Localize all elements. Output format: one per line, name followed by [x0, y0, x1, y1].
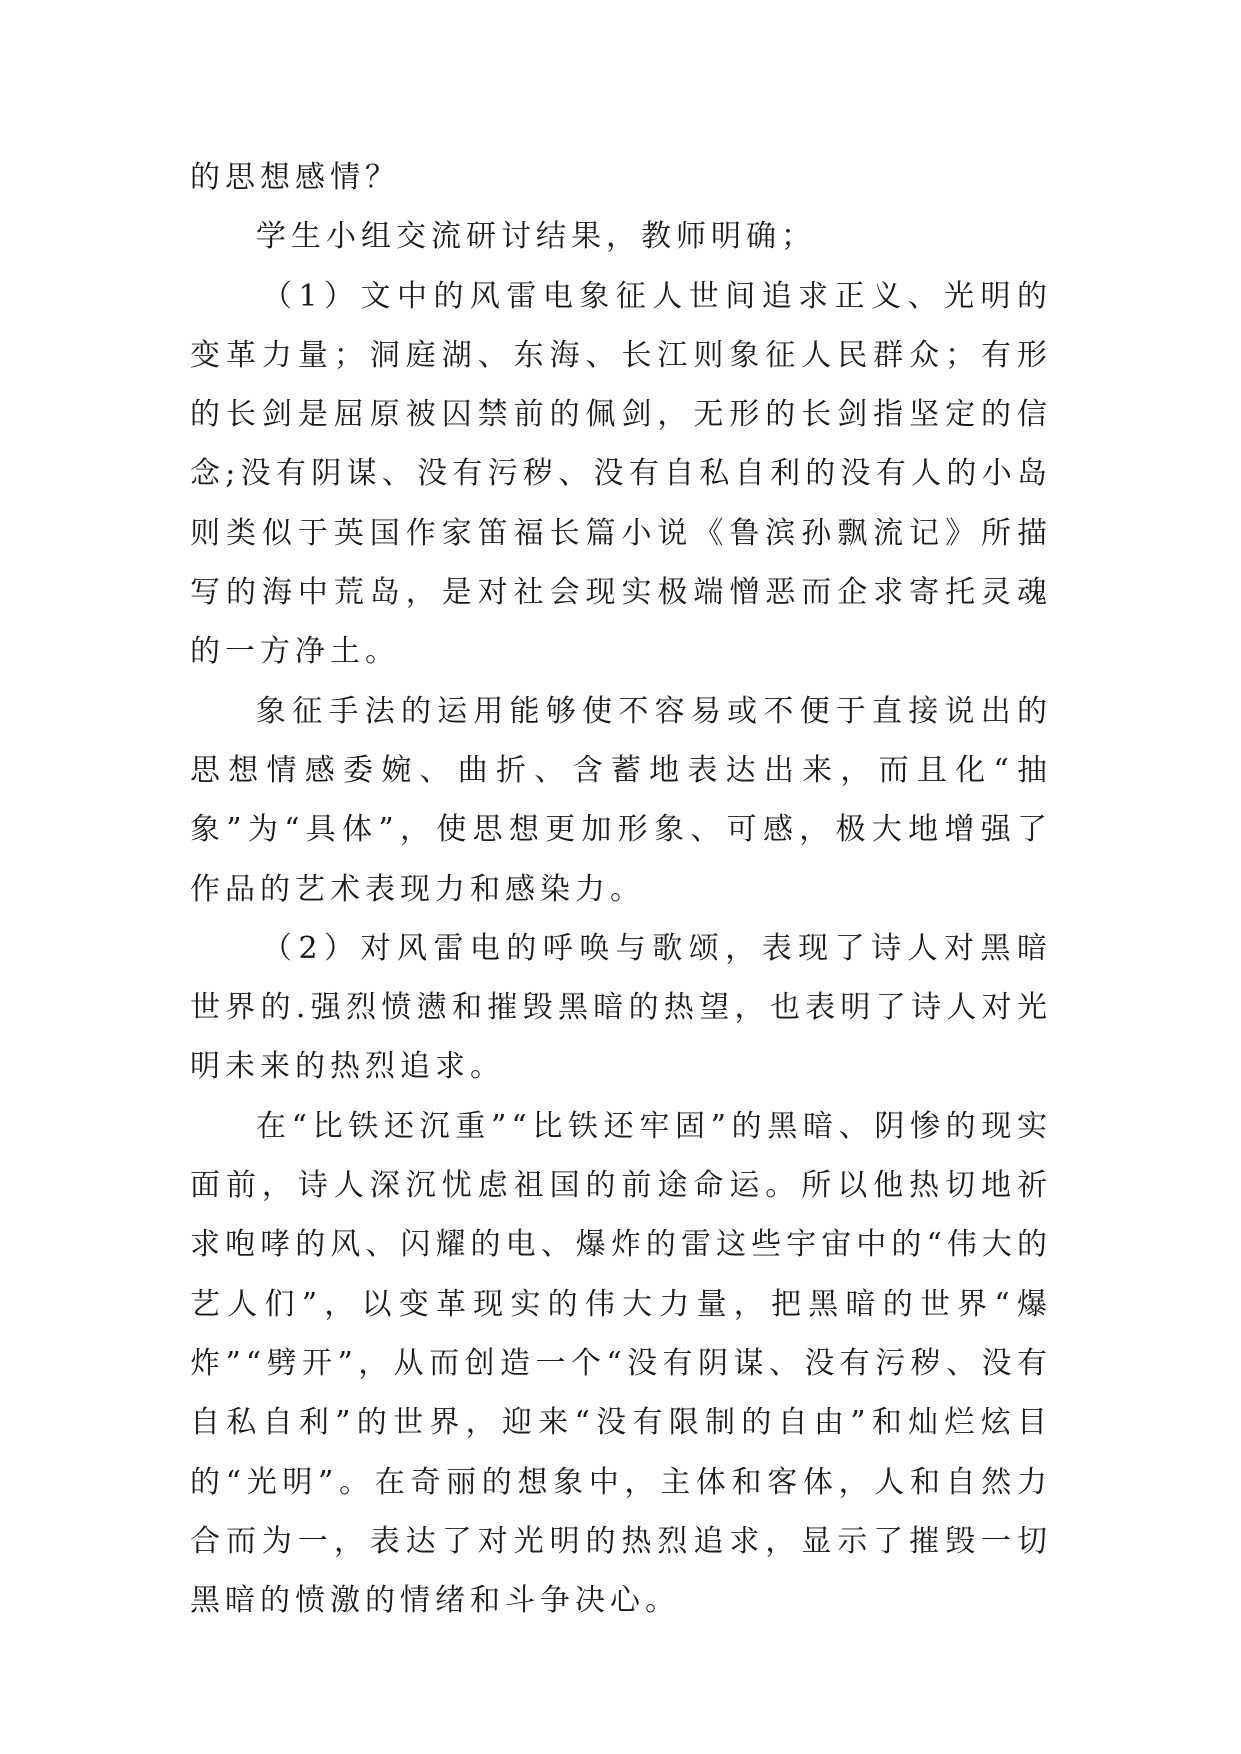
paragraph-teacher-summary: 学生小组交流研讨结果，教师明确；: [256, 219, 816, 255]
paragraph-point-1: （1）文中的风雷电象征人世间追求正义、光明的变革力量；洞庭湖、东海、长江则象征人民群众；有形的长剑是屈原被囚禁前的佩剑，无形的长剑指坚定的信念;没有阴谋、没有污秽、没有自私自利的没有人的小岛则类似于英国作家笛福长篇小说《鲁滨孙飘流记》所描写的海中荒岛，是对社会现实极端憎恶而企求寄托灵魂的一方净土。: [190, 278, 1052, 670]
paragraph-conclusion: 在“比铁还沉重”“比铁还牢固”的黑暗、阴惨的现实面前，诗人深沉忧虑祖国的前途命运。所以他热切地祈求咆哮的风、闪耀的电、爆炸的雷这些宇宙中的“伟大的艺人们”，以变革现实的伟大力量，把黑暗的世界“爆炸”“劈开”，从而创造一个“没有阴谋、没有污秽、没有自私自利”的世界，迎来“没有限制的自由”和灿烂炫目的“光明”。在奇丽的想象中，主体和客体，人和自然力合而为一，表达了对光明的热烈追求，显示了摧毁一切黑暗的愤激的情绪和斗争决心。: [190, 1108, 1052, 1619]
document-body: [190, 148, 1052, 1630]
paragraph-symbolism: 象征手法的运用能够使不容易或不便于直接说出的思想情感委婉、曲折、含蓄地表达出来，而且化“抽象”为“具体”，使思想更加形象、可感，极大地增强了作品的艺术表现力和感染力。: [190, 693, 1052, 907]
paragraph-point-2: （2）对风雷电的呼唤与歌颂，表现了诗人对黑暗世界的.强烈愤懑和摧毁黑暗的热望，也表明了诗人对光明未来的热烈追求。: [190, 930, 1052, 1085]
paragraph-question-end: 的思想感情？: [190, 160, 400, 195]
